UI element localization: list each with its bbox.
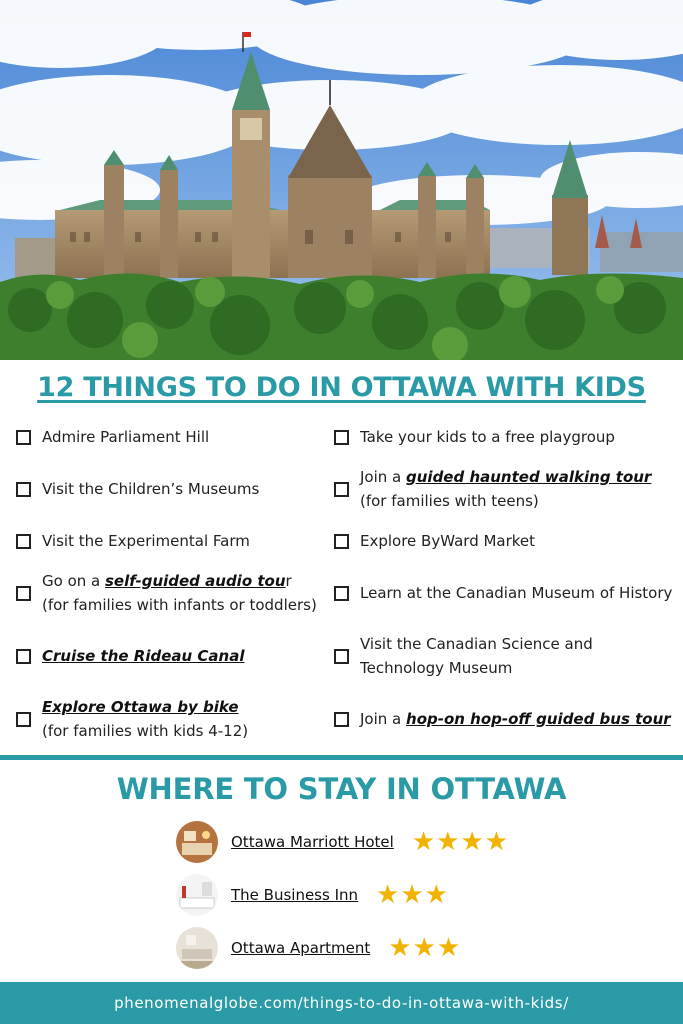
checklist-label: r [285,572,292,590]
checklist-line [360,581,672,605]
checklist-label: Technology Museum [360,659,513,677]
checklist-line [360,707,671,731]
checklist-item-text [42,425,209,449]
checklist-item [334,707,671,731]
checklist-label: Join a [360,468,407,486]
checkbox[interactable] [334,430,349,445]
checklist-line [42,593,317,617]
checklist-item [16,477,259,501]
checklist-line [360,632,593,656]
checkbox[interactable] [334,534,349,549]
hero-image [0,0,683,360]
star-icon: ★ [436,933,461,963]
star-icon: ★ [376,880,400,910]
checklist-link[interactable]: guided haunted walking tour [406,468,652,486]
checklist-item-text [360,632,593,680]
checklist-label: Visit the Children’s Museums [42,480,260,498]
checklist-item-text [42,569,317,617]
checklist-line [42,477,259,501]
checklist-line [42,425,209,449]
checkbox[interactable] [334,586,349,601]
checkbox[interactable] [16,430,31,445]
checklist-label: Go on a [42,572,105,590]
checklist-item-text [42,644,245,668]
checklist-link[interactable]: hop-on hop-off guided bus tour [406,710,671,728]
checkbox[interactable] [16,649,31,664]
stay-section-title: WHERE TO STAY IN OTTAWA [116,772,567,806]
checklist-line [42,719,248,743]
checklist-line [42,529,250,553]
checklist-label: Join a [360,710,407,728]
checkbox[interactable] [16,712,31,727]
checkbox[interactable] [16,586,31,601]
star-icon: ★ [412,933,436,963]
checklist-item-text [360,581,672,605]
checklist-item [16,569,317,617]
checkbox[interactable] [334,712,349,727]
star-icon: ★ [436,827,460,857]
hotel-link[interactable]: Ottawa Apartment [231,939,371,957]
hotel-item [176,874,449,916]
checklist-label: (for families with infants or toddlers) [42,596,317,614]
checklist-item [334,465,651,513]
hotel-item [176,927,461,969]
checklist-label: Visit the Experimental Farm [42,532,250,550]
checklist-item-text [42,695,248,743]
hotel-link[interactable]: The Business Inn [231,886,359,904]
checklist-line [42,695,248,719]
checklist-line [360,425,615,449]
hotel-link[interactable]: Ottawa Marriott Hotel [231,833,394,851]
checklist-item [334,529,535,553]
checklist-label: (for families with teens) [360,492,539,510]
checklist-item-text [360,425,615,449]
star-icon: ★ [400,880,424,910]
star-rating [376,882,449,908]
star-rating [412,829,509,855]
checklist-link[interactable]: Explore Ottawa by bike [42,698,239,716]
checklist-item-text [360,465,651,513]
checklist-line [360,656,593,680]
star-icon: ★ [460,827,484,857]
checklist-link[interactable]: self-guided audio tou [104,572,286,590]
checklist-item-text [360,529,535,553]
checklist-label: Explore ByWard Market [360,532,536,550]
section-divider [0,755,683,760]
checklist-item [334,581,672,605]
hotel-photo-icon [176,874,218,916]
checklist-label: (for families with kids 4-12) [42,722,249,740]
checklist-item-text [42,529,250,553]
checklist-line [360,529,535,553]
footer-url[interactable]: phenomenalglobe.com/things-to-do-in-ottawa-with-kids/ [0,982,683,1024]
checklist-label: Visit the Canadian Science and [360,635,593,653]
checkbox[interactable] [334,649,349,664]
hotel-photo-icon [176,821,218,863]
checklist-label: Learn at the Canadian Museum of History [360,584,673,602]
checklist-line [360,489,651,513]
hotel-item [176,821,509,863]
checklist-label: Take your kids to a free playgroup [360,428,615,446]
checklist-item [16,529,250,553]
hotel-photo-icon [176,927,218,969]
checklist-line [42,569,317,593]
star-icon: ★ [411,827,436,857]
star-rating [388,935,461,961]
page-title: 12 THINGS TO DO IN OTTAWA WITH KIDS [37,372,646,403]
checklist-item [334,632,593,680]
checklist-item-text [360,707,671,731]
star-icon: ★ [424,880,448,910]
checklist-label: Admire Parliament Hill [42,428,210,446]
star-icon: ★ [484,827,509,857]
checklist-line [42,644,245,668]
checklist-item [16,425,209,449]
checkbox[interactable] [334,482,349,497]
checklist-item [334,425,615,449]
checkbox[interactable] [16,482,31,497]
checklist-item [16,644,245,668]
parliament-hill-illustration [0,0,683,360]
checklist-line [360,465,651,489]
checkbox[interactable] [16,534,31,549]
star-icon: ★ [388,933,412,963]
checklist-item-text [42,477,259,501]
checklist-link[interactable]: Cruise the Rideau Canal [42,647,245,665]
checklist-item [16,695,248,743]
